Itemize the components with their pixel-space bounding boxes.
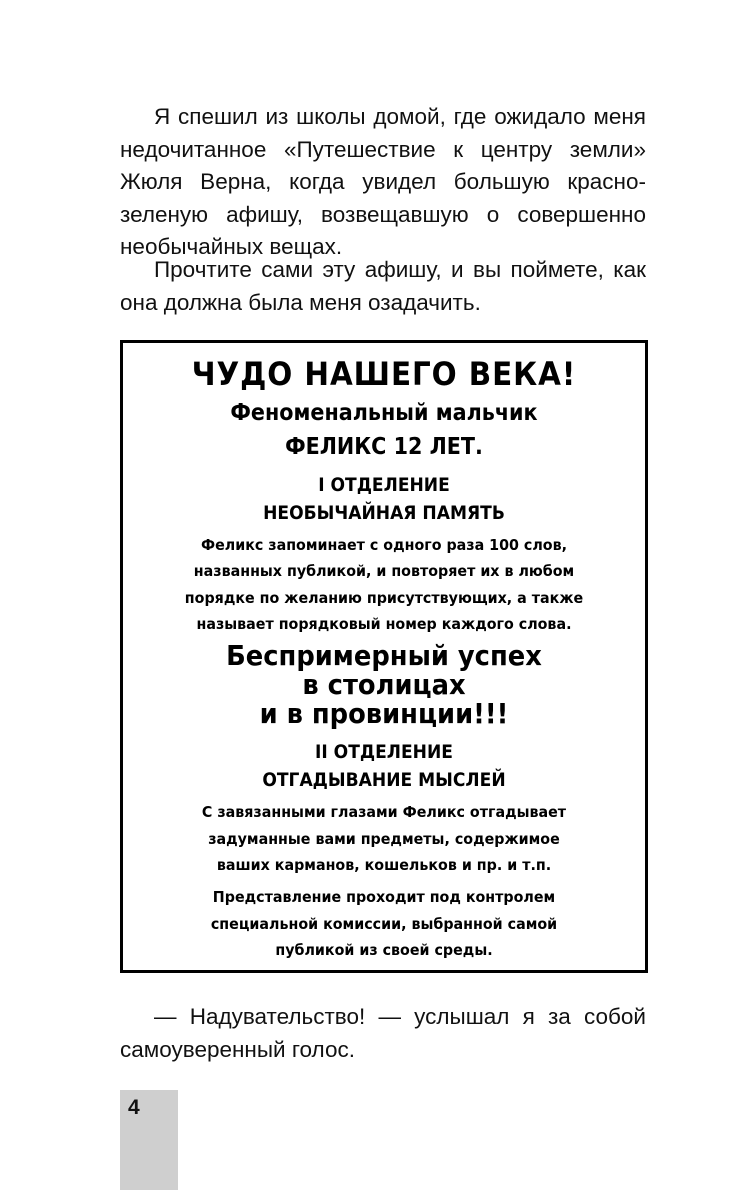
poster-section-1-line: названных публикой, и повторяет их в любом <box>193 562 575 580</box>
poster-name: ФЕЛИКС 12 ЛЕТ. <box>285 434 483 460</box>
intro-paragraph-1: Я спешил из школы домой, где ожидало меня недочитанное «Путешествие к центру земли» Жюля Верна, когда увидел большую красно-зеленую афишу, возвещавшую о совершенно необычайных вещах. <box>120 104 646 259</box>
poster-section-2-line: задуманные вами предметы, содержимое <box>208 830 560 848</box>
poster-control-line: Представление проходит под контролем <box>212 888 556 906</box>
poster-section-1-line: порядке по желанию присутствующих, а также <box>184 589 584 607</box>
poster-success-line: Беспримерный успех <box>226 639 542 672</box>
poster-success-line: и в провинции!!! <box>259 697 509 730</box>
poster-section-2-title: ОТГАДЫВАНИЕ МЫСЛЕЙ <box>262 769 506 791</box>
poster-control-line: публикой из своей среды. <box>275 941 493 959</box>
intro-paragraph-2: Прочтите сами эту афишу, и вы поймете, как она должна была меня озадачить. <box>120 257 646 315</box>
poster-headline: ЧУДО НАШЕГО ВЕКА! <box>191 355 577 393</box>
poster-control-line: специальной комиссии, выбранной самой <box>210 915 558 933</box>
poster-section-2-line: С завязанными глазами Феликс отгадывает <box>201 803 567 821</box>
poster <box>120 340 648 973</box>
poster-section-2-line: ваших карманов, кошельков и пр. и т.п. <box>216 856 552 874</box>
poster-section-2-number: II ОТДЕЛЕНИЕ <box>315 741 453 763</box>
poster-section-1-line: называет порядковый номер каждого слова. <box>196 615 572 633</box>
page-number-tab <box>120 1090 178 1190</box>
poster-section-1-number: I ОТДЕЛЕНИЕ <box>318 474 450 496</box>
poster-success-line: в столицах <box>302 668 466 701</box>
page-number: 4 <box>128 1096 140 1119</box>
outro-paragraph: — Надувательство! — услышал я за собой самоуверенный голос. <box>120 1004 646 1062</box>
poster-section-1-title: НЕОБЫЧАЙНАЯ ПАМЯТЬ <box>263 502 505 524</box>
poster-section-1-line: Феликс запоминает с одного раза 100 слов, <box>200 536 568 554</box>
poster-subtitle: Феноменальный мальчик <box>230 400 538 426</box>
